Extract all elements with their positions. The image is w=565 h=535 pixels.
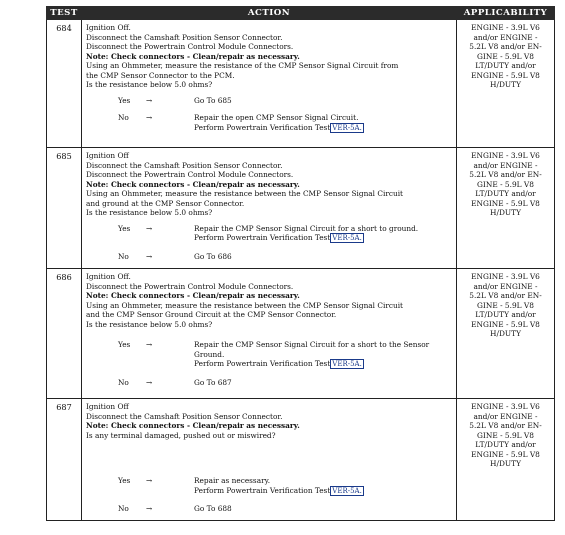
result-block: [86, 224, 454, 262]
arrow-icon: →: [146, 504, 153, 513]
arrow-icon: →: [146, 251, 153, 261]
applicability-line: GINE - 5.9L V8: [477, 51, 534, 61]
applicability-line: LT/DUTY and/or: [475, 310, 536, 319]
action-line: Disconnect the Powertrain Control Module Connectors.: [86, 170, 294, 179]
applicability-line: 5.2L V8 and/or EN-: [469, 170, 542, 179]
applicability-line: LT/DUTY and/or: [475, 440, 536, 449]
action-question: Is any terminal damaged, pushed out or miswired?: [86, 430, 276, 440]
action-note: Note: Check connectors - Clean/repair as necessary.: [86, 291, 300, 300]
action-line: Disconnect the Camshaft Position Sensor Connector.: [86, 32, 283, 42]
action-line: Disconnect the Camshaft Position Sensor Connector.: [86, 411, 283, 421]
diagnostic-test-table-page: [46, 6, 554, 521]
action-line: Using an Ohmmeter, measure the resistance between the CMP Sensor Signal Circuit: [86, 189, 403, 198]
applicability-line: ENGINE - 3.9L V6: [471, 272, 540, 281]
action-note: Note: Check connectors - Clean/repair as necessary.: [86, 421, 300, 430]
result-block: [86, 476, 454, 514]
action-line: and the CMP Sensor Ground Circuit at the CMP Sensor Connector.: [86, 310, 337, 319]
no-text[interactable]: Go To 686: [194, 251, 232, 261]
arrow-icon: →: [146, 340, 153, 349]
yes-label: Yes: [118, 223, 131, 233]
applicability-line: ENGINE - 5.9L V8: [471, 70, 540, 80]
diagnostic-test-table: [46, 6, 555, 521]
action-line: Disconnect the Powertrain Control Module Connectors.: [86, 42, 294, 51]
action-line: and ground at the CMP Sensor Connector.: [86, 198, 245, 208]
applicability-line: H/DUTY: [490, 208, 521, 217]
ver-5a-link[interactable]: VER-5A.: [332, 486, 362, 495]
action-line: Disconnect the Powertrain Control Module Connectors.: [86, 281, 294, 291]
verification-text: Perform Powertrain Verification Test: [194, 233, 331, 242]
yes-label: Yes: [118, 476, 131, 485]
applicability-line: ENGINE - 5.9L V8: [471, 449, 540, 459]
verification-text: Perform Powertrain Verification Test: [194, 485, 331, 495]
ver-5a-link[interactable]: VER-5A.: [332, 360, 362, 368]
applicability-line: H/DUTY: [490, 80, 521, 89]
yes-result: [86, 224, 454, 244]
applicability-line: 5.2L V8 and/or EN-: [469, 291, 542, 300]
table-row: [47, 20, 555, 148]
yes-result: [86, 340, 454, 370]
ver-5a-link[interactable]: VER-5A.: [332, 123, 362, 132]
action-cell: [82, 148, 457, 269]
applicability-cell: [457, 269, 555, 399]
yes-text: Repair the CMP Sensor Signal Circuit for a short to the Sensor: [194, 340, 430, 349]
applicability-line: ENGINE - 3.9L V6: [471, 402, 540, 411]
applicability-line: H/DUTY: [490, 329, 521, 338]
yes-text-continued: Ground.: [194, 349, 225, 359]
action-line: Disconnect the Camshaft Position Sensor Connector.: [86, 160, 283, 170]
table-row: [47, 269, 555, 399]
yes-result: [86, 476, 454, 496]
applicability-cell: [457, 148, 555, 269]
action-question: Is the resistance below 5.0 ohms?: [86, 80, 213, 89]
no-label: No: [118, 504, 129, 513]
applicability-line: GINE - 5.9L V8: [477, 179, 534, 189]
no-label: No: [118, 113, 129, 122]
test-number: 686: [47, 269, 82, 399]
applicability-line: 5.2L V8 and/or EN-: [469, 42, 542, 51]
action-cell: [82, 399, 457, 521]
applicability-line: and/or ENGINE -: [473, 160, 538, 170]
table-row: [47, 399, 555, 521]
action-question: Is the resistance below 5.0 ohms?: [86, 208, 213, 217]
header-action: ACTION: [82, 7, 457, 20]
applicability-line: and/or ENGINE -: [473, 32, 538, 42]
header-test: TEST: [47, 7, 82, 20]
verification-line: [194, 233, 454, 244]
action-cell: [82, 269, 457, 399]
action-line: Ignition Off.: [86, 23, 131, 32]
applicability-line: LT/DUTY and/or: [475, 61, 536, 70]
test-number: 685: [47, 148, 82, 269]
action-line: Ignition Off: [86, 402, 129, 411]
applicability-line: 5.2L V8 and/or EN-: [469, 421, 542, 430]
verification-line: [194, 359, 454, 370]
action-note: Note: Check connectors - Clean/repair as necessary.: [86, 51, 300, 61]
verification-text: Perform Powertrain Verification Test: [194, 122, 331, 132]
verification-text: Perform Powertrain Verification Test: [194, 359, 331, 368]
test-number: 687: [47, 399, 82, 521]
applicability-line: ENGINE - 5.9L V8: [471, 319, 540, 329]
no-result: [86, 113, 454, 133]
action-line: Ignition Off: [86, 151, 129, 160]
yes-label: Yes: [118, 340, 131, 349]
action-note: Note: Check connectors - Clean/repair as necessary.: [86, 179, 300, 189]
yes-label: Yes: [118, 95, 131, 105]
action-line: Using an Ohmmeter, measure the resistance between the CMP Sensor Signal Circuit: [86, 300, 403, 310]
yes-result: [86, 96, 454, 106]
applicability-line: H/DUTY: [490, 459, 521, 468]
verification-line: [194, 123, 454, 134]
no-result: [86, 252, 454, 262]
no-result: [86, 504, 454, 514]
action-line: Using an Ohmmeter, measure the resistance of the CMP Sensor Signal Circuit from: [86, 61, 399, 70]
yes-text[interactable]: Go To 685: [194, 95, 232, 105]
test-number: 684: [47, 20, 82, 148]
verification-line: [194, 486, 454, 497]
applicability-line: and/or ENGINE -: [473, 281, 538, 291]
applicability-line: LT/DUTY and/or: [475, 189, 536, 198]
ver-5a-link[interactable]: VER-5A.: [332, 234, 362, 242]
header-applicability: APPLICABILITY: [457, 7, 555, 20]
table-header-row: [47, 7, 555, 20]
action-line: the CMP Sensor Connector to the PCM.: [86, 70, 235, 80]
applicability-line: GINE - 5.9L V8: [477, 430, 534, 440]
arrow-icon: →: [146, 113, 153, 122]
result-block: [86, 96, 454, 134]
arrow-icon: →: [146, 95, 153, 105]
no-label: No: [118, 377, 129, 387]
arrow-icon: →: [146, 223, 153, 233]
applicability-line: GINE - 5.9L V8: [477, 300, 534, 310]
applicability-cell: [457, 20, 555, 148]
no-result: [86, 378, 454, 388]
table-row: [47, 148, 555, 269]
applicability-line: ENGINE - 3.9L V6: [471, 151, 540, 160]
applicability-line: ENGINE - 5.9L V8: [471, 198, 540, 208]
applicability-cell: [457, 399, 555, 521]
no-label: No: [118, 251, 129, 261]
action-line: Ignition Off.: [86, 272, 131, 281]
applicability-line: ENGINE - 3.9L V6: [471, 23, 540, 32]
applicability-line: and/or ENGINE -: [473, 411, 538, 421]
result-block: [86, 340, 454, 387]
no-text[interactable]: Go To 687: [194, 377, 232, 387]
action-cell: [82, 20, 457, 148]
arrow-icon: →: [146, 476, 153, 485]
yes-text: Repair as necessary.: [194, 476, 271, 485]
yes-text: Repair the CMP Sensor Signal Circuit for a short to ground.: [194, 223, 419, 233]
no-text: Repair the open CMP Sensor Signal Circuit.: [194, 113, 359, 122]
arrow-icon: →: [146, 377, 153, 387]
action-question: Is the resistance below 5.0 ohms?: [86, 319, 213, 329]
no-text[interactable]: Go To 688: [194, 504, 232, 513]
